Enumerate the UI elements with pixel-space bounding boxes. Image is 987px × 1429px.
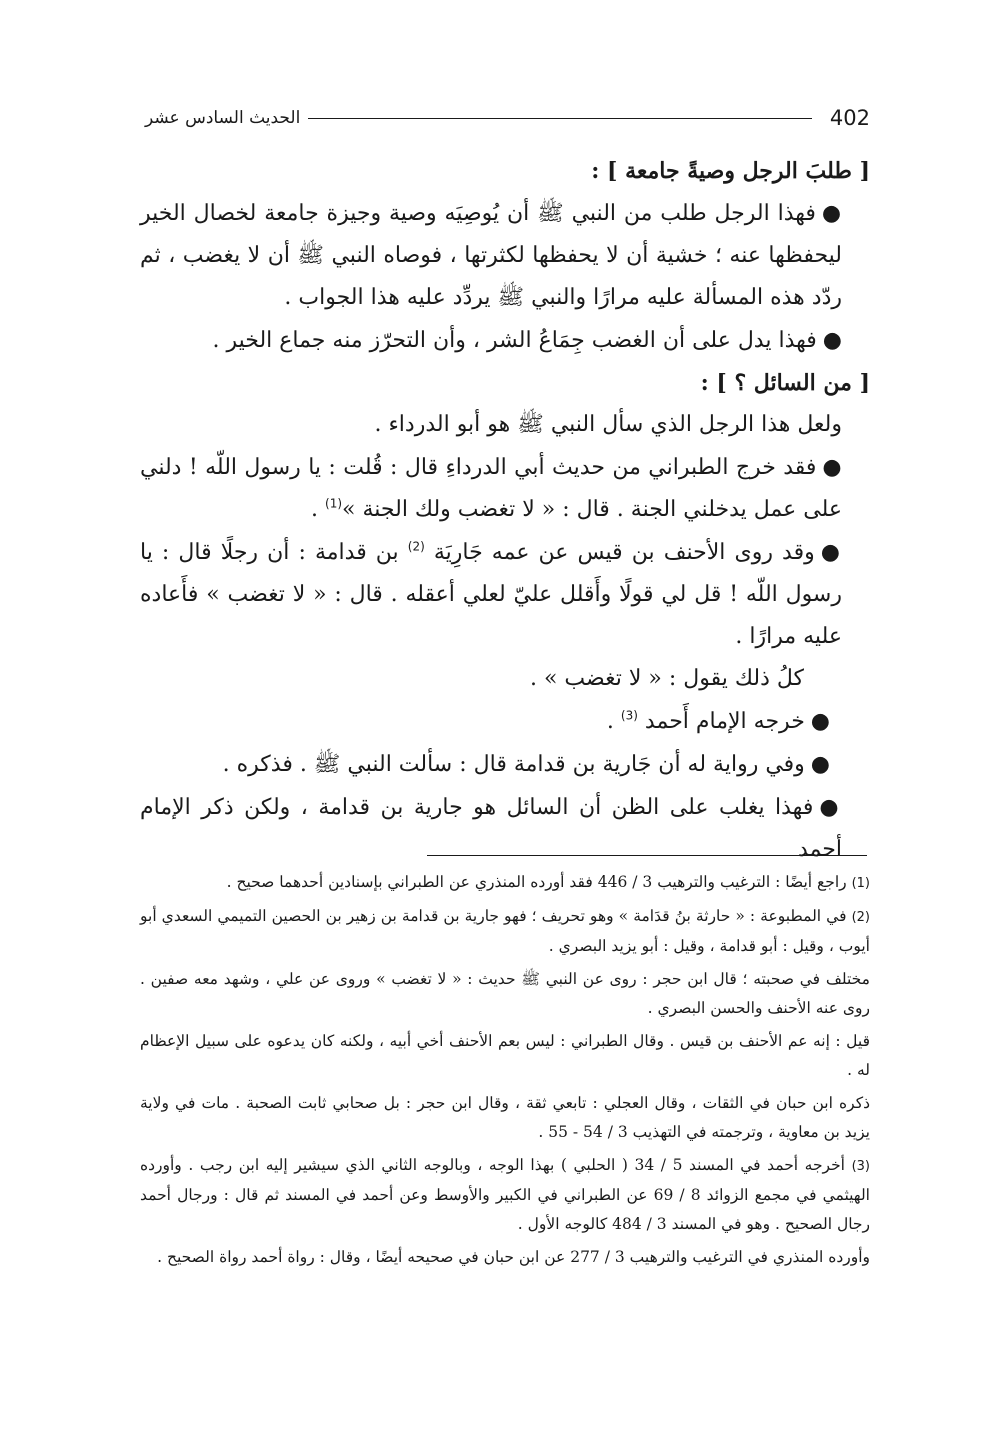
paragraph-text: فقد خرج الطبراني من حديث أبي الدرداءِ قال : قُلت : يا رسول اللّه ! دلني على عمل يدخلني الجنة . قال : « لا تغضب ولك الجنة » [140, 455, 842, 522]
footnote-number: (2) [851, 910, 870, 925]
paragraph-text: وقد روى الأحنف بن قيس عن عمه جَارِيَة [433, 540, 815, 565]
bullet-icon: ● [820, 539, 843, 565]
paragraph-text: فهذا يدل على أن الغضب جِمَاعُ الشر ، وأن التحرّز منه جماع الخير . [212, 328, 817, 353]
paragraph-text: فهذا الرجل طلب من النبي ﷺ أن يُوصِيَه وصية وجيزة جامعة لخصال الخير ليحفظها عنه ؛ خشية أن لا يحفظها لكثرتها ، فوصاه النبي ﷺ أن لا يغضب ، ثم ردّد هذه المسألة عليه مرارًا والنبي ﷺ يردِّد عليه هذا الجواب . [140, 201, 842, 310]
bullet-icon: ● [819, 794, 843, 820]
footnote-2 [140, 902, 870, 961]
paragraph-5 [140, 531, 870, 658]
footnote-3-continued: وأورده المنذري في الترغيب والترهيب 3 / 277 عن ابن حبان في صحيحه أيضًا ، وقال : رواة أحمد رواة الصحيح . [157, 1248, 870, 1266]
paragraph-7 [140, 700, 870, 743]
paragraph-4 [140, 446, 870, 531]
page-header [145, 100, 870, 136]
page-number: 402 [829, 106, 870, 130]
paragraph-3 [140, 404, 870, 446]
footnote-2-continued: مختلف في صحبته ؛ قال ابن حجر : روى عن النبي ﷺ حديث : « لا تغضب » وروى عن علي ، وشهد معه صفين . روى عنه الأحنف والحسن البصري . [140, 970, 870, 1017]
paragraph-text: ولعل هذا الرجل الذي سأل النبي ﷺ هو أبو الدرداء . [374, 412, 842, 437]
footnote-ref-2[interactable]: (2) [407, 539, 425, 554]
footnote-text: في المطبوعة : « حارثة بنُ قدَامة » وهو تحريف ؛ فهو جارية بن قدامة بن زهير بن الحصين التميمي السعدي أبو أيوب ، وقيل : أبو قدامة ، وقيل : أبو يزيد البصري . [140, 907, 870, 955]
footnote-text: راجع أيضًا : الترغيب والترهيب 3 / 446 فقد أورده المنذري عن الطبراني بإسنادين أحدهما صحيح . [226, 873, 847, 891]
running-title: الحديث السادس عشر [145, 108, 301, 128]
paragraph-text: . [311, 497, 326, 522]
footnote-separator [427, 855, 867, 856]
footnote-1 [140, 868, 870, 898]
bullet-icon: ● [821, 200, 842, 226]
bullet-icon: ● [822, 327, 842, 353]
footnote-3 [140, 1151, 870, 1239]
footnote-ref-1[interactable]: (1) [325, 496, 343, 511]
footnote-ref-3[interactable]: (3) [620, 708, 638, 723]
main-text [140, 150, 870, 871]
paragraph-6 [140, 658, 870, 700]
footnotes [140, 868, 870, 1276]
paragraph-8 [140, 743, 870, 786]
section-heading-1: [ طلبَ الرجل وصيةً جامعة ] : [591, 158, 870, 184]
paragraph-text: بن قدامة : أن رجلًا قال : يا رسول اللّه ! قل لي قولًا وأَقلل عليّ لعلي أعقله . قال : « لا تغضب » فأَعاده عليه مرارًا . [140, 540, 842, 649]
section-heading-2: [ من السائل ؟ ] : [700, 370, 870, 396]
footnote-number: (1) [851, 876, 870, 891]
paragraph-text: وفي رواية له أن جَارية بن قدامة قال : سألت النبي ﷺ . فذكره . [222, 752, 805, 777]
bullet-icon: ● [810, 708, 830, 734]
paragraph-text: . [606, 709, 621, 734]
paragraph-text: خرجه الإمام أَحمد [644, 709, 805, 734]
paragraph-2 [140, 319, 870, 362]
header-rule [308, 118, 812, 119]
paragraph-text: كلُ ذلك يقول : « لا تغضب » . [529, 666, 804, 691]
paragraph-9 [140, 786, 870, 871]
paragraph-text: فهذا يغلب على الظن أن السائل هو جارية بن قدامة ، ولكن ذكر الإمام أحمد [140, 795, 842, 862]
bullet-icon: ● [822, 454, 842, 480]
bullet-icon: ● [810, 751, 830, 777]
footnote-2-continued: ذكره ابن حبان في الثقات ، وقال العجلي : تابعي ثقة ، وقال ابن حجر : بل صحابي ثابت الصحبة . مات في ولاية يزيد بن معاوية ، وترجمته في التهذيب 3 / 54 - 55 . [140, 1094, 870, 1141]
paragraph-1 [140, 192, 870, 319]
footnote-2-continued: قيل : إنه عم الأحنف بن قيس . وقال الطبراني : ليس بعم الأحنف أخي أبيه ، ولكنه كان يدعوه على سبيل الإعظام له . [140, 1032, 870, 1079]
footnote-number: (3) [851, 1159, 870, 1174]
footnote-text: أخرجه أحمد في المسند 5 / 34 ( الحلبي ) بهذا الوجه ، وبالوجه الثاني الذي سيشير إليه ابن رجب . وأورده الهيثمي في مجمع الزوائد 8 / 69 عن الطبراني في الكبير والأوسط وعن أحمد في المسند ثم قال : ورجال أحمد رجال الصحيح . وهو في المسند 3 / 484 كالوجه الأول . [140, 1156, 870, 1233]
